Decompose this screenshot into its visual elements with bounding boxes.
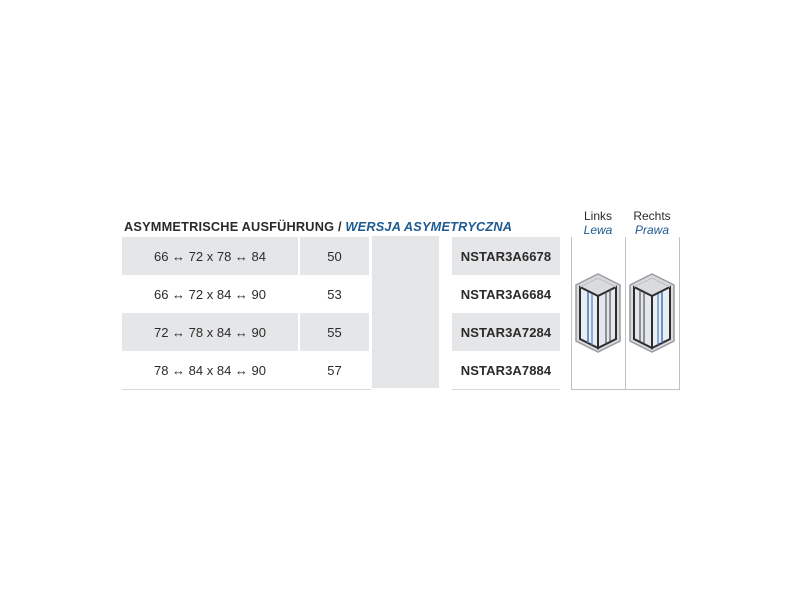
weight-cell: 55 [300, 313, 369, 351]
size-cell: 78 ↔ 84 x 84 ↔ 90 [153, 362, 266, 378]
title-polish: WERSJA ASYMETRYCZNA [345, 219, 513, 234]
row-divider [122, 389, 371, 390]
row-divider [452, 389, 560, 390]
size-cell: 66 ↔ 72 x 84 ↔ 90 [153, 286, 266, 302]
table-title [124, 219, 512, 234]
weight-cell: 50 [300, 237, 369, 275]
option-right-de: Rechts [633, 209, 671, 223]
table-row [122, 351, 371, 389]
option-left-label [568, 209, 628, 237]
table-row [122, 275, 371, 313]
shower-left-icon [574, 272, 622, 354]
size-cell: 66 ↔ 72 x 78 ↔ 84 [122, 237, 298, 275]
shower-right-icon [628, 272, 676, 354]
option-right-pl: Prawa [634, 223, 669, 237]
option-right-label [622, 209, 682, 237]
product-code: NSTAR3A7884 [460, 362, 552, 378]
table-row [122, 237, 371, 275]
title-german: ASYMMETRISCHE AUSFÜHRUNG [124, 219, 335, 234]
title-separator: / [334, 219, 346, 234]
table-row [122, 313, 371, 351]
option-left-de: Links [583, 209, 612, 223]
weight-cell: 53 [327, 286, 342, 302]
blank-gray-column [372, 236, 439, 388]
option-left-pl: Lewa [583, 223, 613, 237]
weight-cell: 57 [327, 362, 342, 378]
product-code: NSTAR3A7284 [452, 313, 560, 351]
product-code: NSTAR3A6684 [460, 286, 552, 302]
product-code: NSTAR3A6678 [452, 237, 560, 275]
size-cell: 72 ↔ 78 x 84 ↔ 90 [122, 313, 298, 351]
